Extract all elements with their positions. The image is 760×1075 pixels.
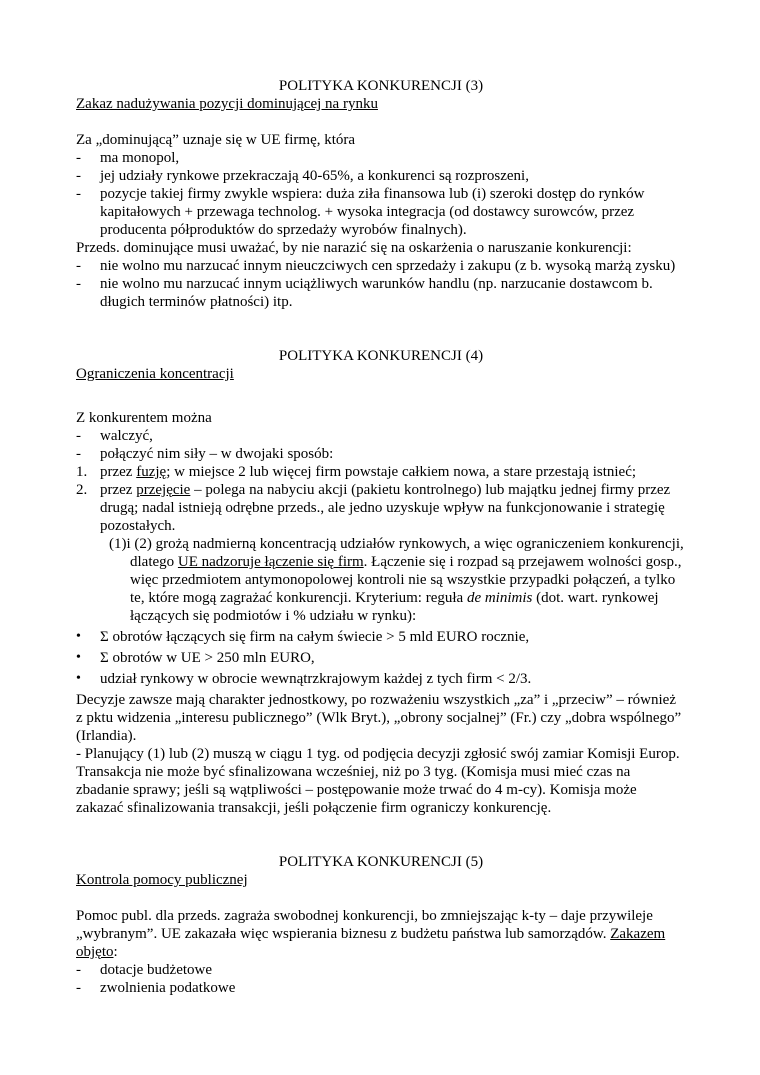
indented-paragraph: (1)i (2) grożą nadmierną koncentracją udziałów rynkowych, a więc ograniczeniem konkurencji, dlatego UE nadzoruje łączenie się firm. Łączenie się i rozpad są przejawem wolności gosp., więc przedmiotem antymonopolowej kontroli nie są wszystkie przypadki połączeń, a tylko te, które mogą zagrażać konkurencji. Kryterium: reguła de minimis (dot. wart. rynkowej łączących się podmiotów i % udziału w rynku):: [109, 536, 684, 624]
bullet-item: • Σ obrotów łączących się firm na całym świecie > 5 mld EURO rocznie,: [76, 629, 530, 645]
list-item: - nie wolno mu narzucać innym nieuczciwych cen sprzedaży i zakupu (z b. wysoką marżą zysku): [76, 258, 676, 274]
document-page: [76, 77, 686, 997]
section-5-title: POLITYKA KONKURENCJI (5): [278, 854, 484, 870]
bullet-item: • udział rynkowy w obrocie wewnątrzkrajowym każdej z tych firm < 2/3.: [76, 671, 532, 687]
section-3-intro: Za „dominującą” uznaje się w UE firmę, która: [76, 132, 356, 148]
section-5-paragraph: Pomoc publ. dla przeds. zagraża swobodnej konkurencji, bo zmniejszając k-ty – daje przywileje „wybranym”. UE zakazała więc wspierania biznesu z budżetu państwa lub samorządów. Zakazem objęto:: [76, 908, 666, 960]
section-3-title: POLITYKA KONKURENCJI (3): [278, 78, 484, 94]
list-item: - zwolnienia podatkowe: [76, 980, 236, 996]
section-4-paragraph-2: - Planujący (1) lub (2) muszą w ciągu 1 tyg. od podjęcia decyzji zgłosić swój zamiar Komisji Europ. Transakcja nie może być sfinalizowana wcześniej, niż po 3 tyg. (Komisja musi mieć czas na zbadanie sprawy; jeśli są wątpliwości – postępowanie może trwać do 4 m-cy). Komisja może zakazać sfinalizowania transakcji, jeśli połączenie firm ograniczy konkurencję.: [76, 746, 680, 816]
list-item: - dotacje budżetowe: [76, 962, 213, 978]
section-3-subtitle: Zakaz nadużywania pozycji dominującej na rynku: [76, 96, 378, 112]
section-4-subtitle: Ograniczenia koncentracji: [76, 366, 234, 382]
list-item: - pozycje takiej firmy zwykle wspiera: duża ziła finansowa lub (i) szeroki dostęp do rynków kapitałowych + przewaga technolog. + wysoka integracja (od dostawcy surowców, przez producenta półproduktów do sprzedaży wyrobów finalnych).: [76, 186, 645, 238]
section-5-subtitle: Kontrola pomocy publicznej: [76, 872, 248, 888]
section-4-paragraph-1: Decyzje zawsze mają charakter jednostkowy, po rozważeniu wszystkich „za” i „przeciw” – również z pktu widzenia „interesu publicznego” (Wlk Bryt.), „obrony socjalnej” (Fr.) czy „dobra wspólnego” (Irlandia).: [76, 692, 682, 744]
bullet-item: • Σ obrotów w UE > 250 mln EURO,: [76, 650, 315, 666]
list-item: - nie wolno mu narzucać innym uciążliwych warunków handlu (np. narzucanie dostawcom b. długich terminów płatności) itp.: [76, 276, 653, 310]
list-item: - walczyć,: [76, 428, 153, 444]
section-4-intro: Z konkurentem można: [76, 410, 212, 426]
numbered-item: 1. przez fuzję; w miejsce 2 lub więcej firm powstaje całkiem nowa, a stare przestają istnieć;: [76, 464, 637, 480]
section-4-title: POLITYKA KONKURENCJI (4): [278, 348, 484, 364]
list-item: - połączyć nim siły – w dwojaki sposób:: [76, 446, 334, 462]
list-item: - ma monopol,: [76, 150, 180, 166]
section-3-paragraph: Przeds. dominujące musi uważać, by nie narazić się na oskarżenia o naruszanie konkurencji:: [76, 240, 632, 256]
numbered-item: 2. przez przejęcie – polega na nabyciu akcji (pakietu kontrolnego) lub majątku jednej firmy przez drugą; nadal istnieją odrębne przeds., ale jedno uzyskuje wpływ na funkcjonowanie i strategię pozostałych.: [76, 482, 671, 534]
list-item: - jej udziały rynkowe przekraczają 40-65%, a konkurenci są rozproszeni,: [76, 168, 529, 184]
